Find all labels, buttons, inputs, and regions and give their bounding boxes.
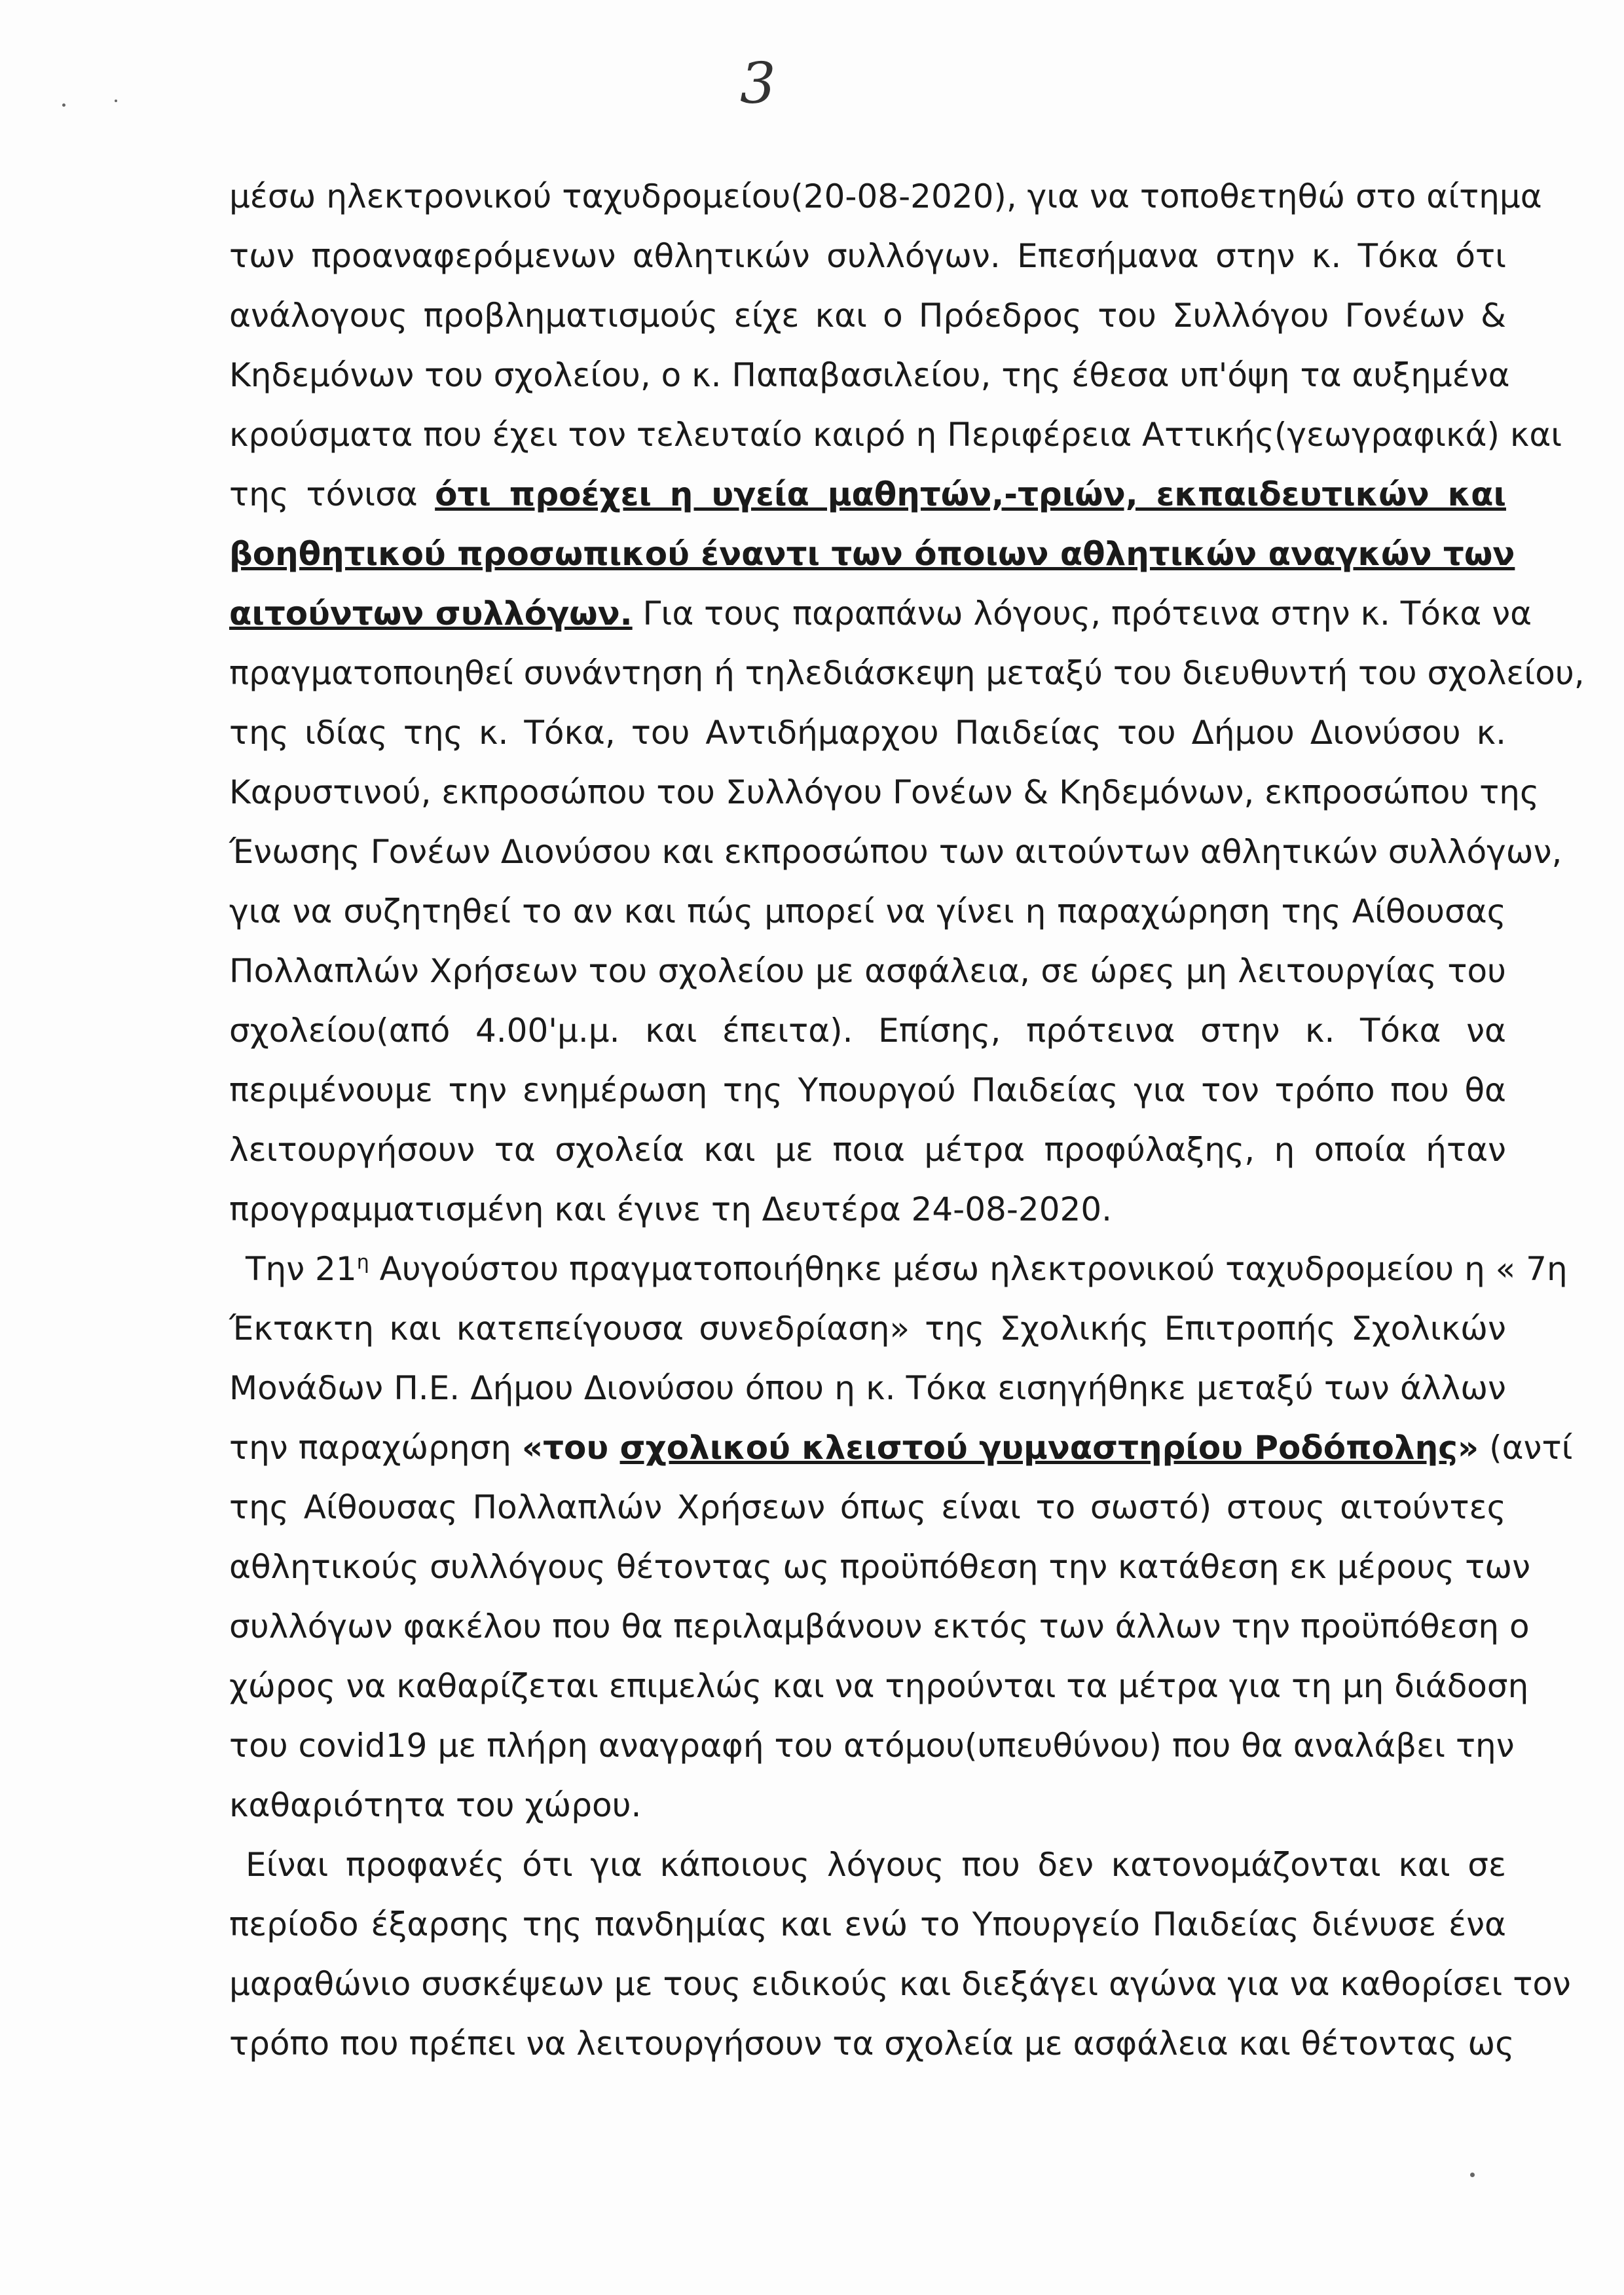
text-line bbox=[229, 1478, 1506, 1537]
text-segment: η bbox=[356, 1251, 369, 1274]
text-segment: προγραμματισμένη και έγινε τη Δευτέρα 24-08-2020. bbox=[229, 1190, 1113, 1228]
text-line bbox=[229, 1299, 1506, 1359]
text-segment: για να συζητηθεί το αν και πώς μπορεί να γίνει η παραχώρηση της Αίθουσας bbox=[229, 892, 1506, 930]
text-line bbox=[229, 1061, 1506, 1120]
text-segment: περιμένουμε την ενημέρωση της Υπουργού Παιδείας για τον τρόπο που θα bbox=[229, 1071, 1506, 1109]
text-line bbox=[229, 1895, 1506, 1955]
text-segment: συλλόγων φακέλου που θα περιλαμβάνουν εκτός των άλλων την προϋπόθεση ο bbox=[229, 1607, 1530, 1645]
text-line bbox=[229, 286, 1506, 346]
text-line bbox=[229, 584, 1532, 644]
text-segment: Καρυστινού, εκπροσώπου του Συλλόγου Γονέων & Κηδεμόνων, εκπροσώπου της bbox=[229, 773, 1540, 811]
text-line bbox=[229, 1716, 1515, 1776]
text-segment: Είναι προφανές ότι για κάποιους λόγους που δεν κατονομάζονται και σε bbox=[246, 1846, 1506, 1884]
emphasized-text: σχολικού κλειστού γυμναστηρίου Ροδόπολης bbox=[619, 1429, 1458, 1467]
text-line bbox=[229, 405, 1562, 465]
text-line bbox=[229, 2014, 1515, 2074]
scan-speck bbox=[62, 103, 65, 107]
emphasized-text: αιτούντων συλλόγων. bbox=[229, 595, 633, 633]
text-segment: της τόνισα bbox=[229, 475, 435, 513]
text-segment: της Αίθουσας Πολλαπλών Χρήσεων όπως είναι το σωστό) στους αιτούντες bbox=[229, 1488, 1506, 1526]
text-segment: του covid19 με πλήρη αναγραφή του ατόμου(υπευθύνου) που θα αναλάβει την bbox=[229, 1727, 1515, 1765]
text-segment: περίοδο έξαρσης της πανδημίας και ενώ το Υπουργείο Παιδείας διένυσε ένα bbox=[229, 1905, 1506, 1943]
text-segment: Πολλαπλών Χρήσεων του σχολείου με ασφάλεια, σε ώρες μη λειτουργίας του bbox=[229, 952, 1506, 990]
text-segment: Αυγούστου πραγματοποιήθηκε μέσω ηλεκτρονικού ταχυδρομείου η « 7η bbox=[369, 1250, 1568, 1288]
text-segment: Ένωσης Γονέων Διονύσου και εκπροσώπου των αιτούντων αθλητικών συλλόγων, bbox=[229, 833, 1562, 871]
text-segment: χώρος να καθαρίζεται επιμελώς και να τηρούνται τα μέτρα για τη μη διάδοση bbox=[229, 1667, 1529, 1705]
text-line bbox=[229, 1537, 1531, 1597]
text-line bbox=[229, 465, 1506, 524]
text-line bbox=[229, 227, 1506, 286]
text-line bbox=[229, 1180, 1506, 1239]
text-segment: κρούσματα που έχει τον τελευταίο καιρό η Περιφέρεια Αττικής(γεωγραφικά) και bbox=[229, 416, 1562, 454]
text-segment: αθλητικούς συλλόγους θέτοντας ως προϋπόθεση την κατάθεση εκ μέρους των bbox=[229, 1548, 1531, 1586]
text-segment: τρόπο που πρέπει να λειτουργήσουν τα σχολεία με ασφάλεια και θέτοντας ως bbox=[229, 2025, 1515, 2063]
emphasized-text: βοηθητικού προσωπικού έναντι των όποιων αθλητικών αναγκών των bbox=[229, 535, 1515, 573]
text-segment: «του bbox=[521, 1429, 620, 1467]
text-line bbox=[229, 1120, 1506, 1180]
text-segment: Για τους παραπάνω λόγους, πρότεινα στην κ. Τόκα να bbox=[632, 595, 1532, 633]
text-segment: την παραχώρηση bbox=[229, 1429, 522, 1467]
text-segment: Την 21 bbox=[246, 1250, 357, 1288]
text-line bbox=[229, 1359, 1506, 1418]
text-line bbox=[229, 524, 1515, 584]
text-line bbox=[229, 1657, 1529, 1716]
page-number: 3 bbox=[740, 51, 776, 117]
text-line bbox=[229, 1597, 1530, 1657]
text-line bbox=[229, 167, 1542, 227]
text-line bbox=[229, 703, 1506, 763]
text-segment: των προαναφερόμενων αθλητικών συλλόγων. Επεσήμανα στην κ. Τόκα ότι bbox=[229, 237, 1506, 275]
text-line bbox=[229, 1776, 1506, 1835]
text-line bbox=[229, 1835, 1506, 1895]
text-line bbox=[229, 644, 1585, 703]
text-segment: καθαριότητα του χώρου. bbox=[229, 1786, 642, 1824]
text-line bbox=[229, 763, 1540, 822]
text-segment: λειτουργήσουν τα σχολεία και με ποια μέτρα προφύλαξης, η οποία ήταν bbox=[229, 1131, 1506, 1169]
text-line bbox=[229, 1955, 1571, 2014]
emphasized-text: ότι προέχει η υγεία μαθητών,-τριών, εκπαιδευτικών και bbox=[435, 475, 1506, 513]
text-segment: μαραθώνιο συσκέψεων με τους ειδικούς και διεξάγει αγώνα για να καθορίσει τον bbox=[229, 1965, 1571, 2003]
text-line bbox=[229, 1239, 1568, 1299]
text-line bbox=[229, 1001, 1506, 1061]
scan-speck bbox=[1470, 2173, 1475, 2177]
text-segment: Μονάδων Π.Ε. Δήμου Διονύσου όπου η κ. Τόκα εισηγήθηκε μεταξύ των άλλων bbox=[229, 1369, 1506, 1407]
text-line bbox=[229, 822, 1562, 882]
text-segment: » bbox=[1457, 1429, 1479, 1467]
text-segment: πραγματοποιηθεί συνάντηση ή τηλεδιάσκεψη μεταξύ του διευθυντή του σχολείου, bbox=[229, 654, 1585, 692]
text-segment: ανάλογους προβληματισμούς είχε και ο Πρόεδρος του Συλλόγου Γονέων & bbox=[229, 297, 1506, 335]
text-line bbox=[229, 942, 1506, 1001]
text-line bbox=[229, 882, 1506, 942]
text-segment: μέσω ηλεκτρονικού ταχυδρομείου(20-08-2020), για να τοποθετηθώ στο αίτημα bbox=[229, 177, 1542, 215]
text-line bbox=[229, 346, 1510, 405]
scan-speck bbox=[115, 100, 117, 102]
body-text bbox=[229, 167, 1585, 2074]
text-segment: (αντί bbox=[1479, 1429, 1573, 1467]
text-segment: Έκτακτη και κατεπείγουσα συνεδρίαση» της Σχολικής Επιτροπής Σχολικών bbox=[229, 1310, 1506, 1348]
text-segment: σχολείου(από 4.00'μ.μ. και έπειτα). Επίσης, πρότεινα στην κ. Τόκα να bbox=[229, 1012, 1506, 1050]
text-line bbox=[229, 1418, 1573, 1478]
text-segment: της ιδίας της κ. Τόκα, του Αντιδήμαρχου Παιδείας του Δήμου Διονύσου κ. bbox=[229, 714, 1506, 752]
text-segment: Κηδεμόνων του σχολείου, ο κ. Παπαβασιλείου, της έθεσα υπ'όψη τα αυξημένα bbox=[229, 356, 1510, 394]
